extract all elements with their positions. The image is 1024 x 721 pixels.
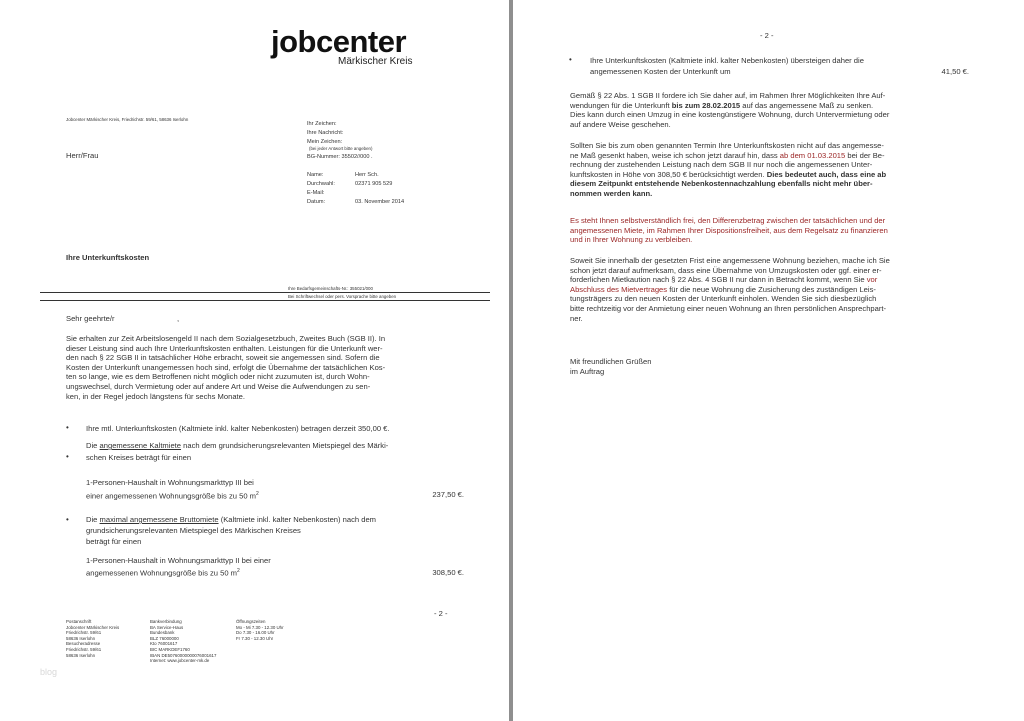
text-line: Soweit Sie innerhalb der gesetzten Frist eine angemessene Wohnung beziehen, mache ich Sie (570, 256, 890, 265)
contact-durchwahl-value: 02371 905 529 (355, 181, 393, 187)
bg-note-2: Bei Schriftwechsel oder pers. Vorsprache bitte angeben (288, 294, 397, 299)
excess-amount: 41,50 €. (941, 67, 969, 76)
case1-line2: einer angemessenen Wohnungsgröße bis zu 50 $m^2$ (86, 491, 259, 501)
text-line: nommen werden kann. (570, 188, 653, 198)
excess-line2: angemessenen Kosten der Unterkunft um (590, 67, 731, 76)
ref-ihre-nachricht: Ihre Nachricht: (307, 130, 344, 136)
bullet-bruttomiete-line1: Die maximal angemessene Bruttomiete (Kaltmiete inkl. kalter Nebenkosten) nach dem (86, 515, 377, 524)
closing: Mit freundlichen Grüßen (570, 357, 652, 366)
contact-datum-value: 03. November 2014 (355, 199, 405, 205)
bullet-dot: • (66, 515, 69, 524)
page-continue-marker: - 2 - (434, 609, 448, 618)
bullet-kaltmiete-line1: Die angemessene Kaltmiete nach dem grundsicherungsrelevanten Mietspiegel des Märki- (86, 441, 389, 450)
bullet-bruttomiete-line2: grundsicherungsrelevanten Mietspiegel des Märkischen Kreises (86, 526, 301, 535)
text-line: tungsträgers zu den neuen Kosten der Unterkunft einholen. Wenden Sie sich diesbezüglich (570, 294, 877, 304)
ref-mein-zeichen: Mein Zeichen: (307, 139, 343, 145)
text-line: und in Ihrer Wohnung zu verbleiben. (570, 235, 693, 245)
jobcenter-logo: jobcenter (271, 24, 407, 59)
bullet-kaltmiete-line2: schen Kreises beträgt für einen (86, 453, 192, 462)
case1-amount: 237,50 €. (432, 490, 464, 499)
salutation-mark: , (177, 314, 180, 323)
sender-line: Jobcenter Märkischer Kreis, Friedrichstr. 59/61, 58636 Iserlohn (66, 117, 189, 122)
text-line: auf andere Weise geschehen. (570, 119, 671, 129)
text-line: ner. (570, 313, 583, 323)
excess-line1: Ihre Unterkunftskosten (Kaltmiete inkl. kalter Nebenkosten) übersteigen daher die (590, 56, 864, 65)
logo-subtitle: Märkischer Kreis (338, 56, 413, 67)
intro-line: Kosten der Unterkunft unangemessen hoch sind, erfolgt die Übernahme der tatsächlichen Kos- (66, 362, 386, 372)
text-line: diesem Zeitpunkt entstehende Nebenkostennachzahlung ebenfalls nicht mehr über- (570, 179, 873, 189)
case2-amount: 308,50 €. (432, 568, 464, 577)
text-line: Abschluss des Mietvertrages für die neue Wohnung die Zusicherung des zuständigen Leis- (570, 284, 876, 294)
relocation-paragraph (570, 256, 890, 323)
contact-datum-label: Datum: (307, 199, 326, 205)
footer-postal: Postanschrift Jobcenter Märkischer Kreis Friedrichstr. 59/61 58636 Iserlohn Besucheradresse Friedrichstr. 59/61 58636 Iserlohn (66, 619, 120, 658)
intro-line: Sie erhalten zur Zeit Arbeitslosengeld II nach dem Sozialgesetzbuch, Zweites Buch (SGB II). In (66, 334, 386, 343)
bullet-dot: • (66, 423, 69, 432)
page-number: - 2 - (760, 31, 774, 40)
text-line: rechnung der zustehenden Leistung nach dem SGB II nur noch die angemessenen Unter- (570, 160, 873, 170)
text-line: Gemäß § 22 Abs. 1 SGB II fordere ich Sie daher auf, im Rahmen Ihrer Möglichkeiten Ihre Auf- (570, 91, 886, 100)
case2-line1: 1-Personen-Haushalt in Wohnungsmarkttyp II bei einer (86, 556, 271, 565)
subject: Ihre Unterkunftskosten (66, 253, 150, 262)
ref-ihr-zeichen: Ihr Zeichen: (307, 121, 337, 127)
case2-line2: angemessenen Wohnungsgröße bis zu 50 $m^2$ (86, 568, 240, 578)
bullet-dot: • (66, 452, 69, 461)
case1-line1: 1-Personen-Haushalt in Wohnungsmarkttyp III bei (86, 478, 254, 487)
freedom-paragraph (570, 216, 888, 245)
watermark-text: blog (40, 667, 58, 677)
intro-paragraph (66, 334, 385, 401)
consequence-paragraph (570, 141, 886, 199)
letter-page-1 (0, 0, 509, 721)
intro-line: ken, in der Regel jedoch längstens für sechs Monate. (66, 391, 245, 401)
ref-bg-nummer: BG-Nummer: 35502//000 . (307, 154, 373, 160)
deadline-paragraph (570, 91, 889, 129)
text-line: bitte rechtzeitig vor der Anmietung einer neuen Wohnung an Ihren persönlichen Ansprechpart- (570, 303, 887, 313)
divider-line (40, 292, 490, 293)
bullet-bruttomiete-line3: beträgt für einen (86, 537, 142, 546)
contact-durchwahl-label: Durchwahl: (307, 181, 335, 187)
salutation: Sehr geehrte/r (66, 314, 115, 323)
footer-hours: Öffnungszeiten Mo - Mi 7.30 - 12.30 Uhr Do 7.30 - 16.00 Uhr Fr 7.30 - 12.30 Uhr (236, 619, 284, 641)
contact-email-label: E-Mail: (307, 190, 325, 196)
intro-line: dieser Leistung sind auch Ihre Unterkunftskosten enthalten. Leistungen für die Unterkunft wer- (66, 343, 383, 353)
bullet-current-costs: Ihre mtl. Unterkunftskosten (Kaltmiete inkl. kalter Nebenkosten) betragen derzeit 350,00 €. (86, 424, 390, 433)
text-line: Dies kann durch einen Umzug in eine kostengünstigere Wohnung, durch Untervermietung oder (570, 110, 890, 120)
footer-bank: Bankverbindung BA Service-Haus Bundesbank BLZ 76000000 Kto 76001617 BIC MARKDEF1760 IBAN DE50760000000076001617 Internet: www.jobcenter-mk.de (150, 619, 217, 664)
recipient: Herr/Frau (66, 151, 99, 160)
text-line: forderlichen Mietkaution nach § 22 Abs. 4 SGB II nur dann in Betracht kommt, wenn Sie vor (570, 275, 878, 285)
ref-mein-zeichen-note: (bei jeder Antwort bitte angeben) (309, 146, 373, 151)
divider-line-2 (40, 300, 490, 301)
letter-page-2 (513, 0, 1024, 721)
text-line: angemessenen Miete, im Rahmen Ihrer Dispositionsfreiheit, aus dem Regelsatz zu finanzieren (570, 225, 888, 235)
intro-line: ten so lange, wie es dem Betroffenen nicht möglich oder nicht zuzumuten ist, durch Wohn- (66, 372, 370, 382)
bullet-dot: • (569, 55, 572, 64)
text-line: ne Maß gesenkt haben, weise ich schon jetzt darauf hin, dass ab dem 01.03.2015 bei der Be- (570, 150, 885, 160)
intro-line: ungswechsel, durch Vermietung oder auf andere Art und Weise die Aufwendungen zu sen- (66, 381, 371, 391)
text-line: Es steht Ihnen selbstverständlich frei, den Differenzbetrag zwischen der tatsächlichen und der (570, 216, 886, 225)
text-line: wendungen für die Unterkunft bis zum 28.02.2015 auf das angemessene Maß zu senken. (570, 100, 874, 110)
text-line: Sollten Sie bis zum oben genannten Termin Ihre Unterkunftskosten nicht auf das angemesse- (570, 141, 884, 150)
contact-name-label: Name: (307, 172, 324, 178)
contact-name-value: Herr Sch. (355, 172, 379, 178)
bg-note-1: Ihre Bedarfsgemeinschafts-Nr.: 355021/000 (288, 286, 373, 291)
text-line: schon jetzt darauf aufmerksam, dass eine Übernahme von Umzugskosten oder ggf. einer er- (570, 265, 882, 275)
closing-2: im Auftrag (570, 367, 605, 376)
intro-line: den nach § 22 SGB II in tatsächlicher Höhe erbracht, soweit sie angemessen sind. Sofern die (66, 353, 380, 363)
text-line: kunftskosten in Höhe von 308,50 € berücksichtigt werden. Dies bedeutet auch, dass eine ab (570, 169, 887, 179)
